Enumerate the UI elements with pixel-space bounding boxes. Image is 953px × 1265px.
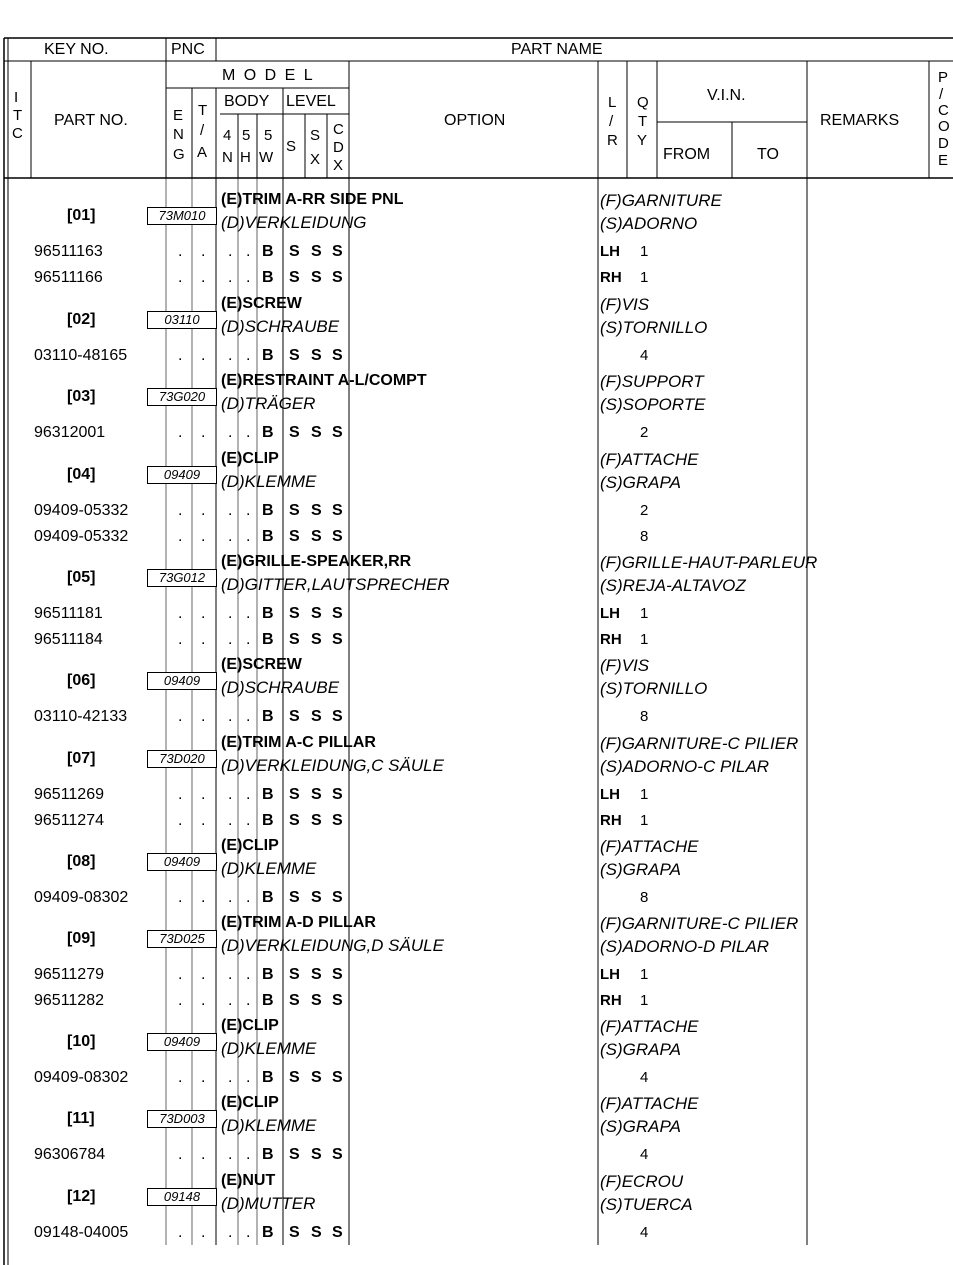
level-sx-mark: S: [311, 786, 322, 803]
itc-header-t: T: [13, 107, 23, 124]
body-5h-bottom: H: [240, 149, 251, 166]
part-name-english: (E)TRIM A-D PILLAR: [221, 914, 376, 931]
part-name-english: (E)TRIM A-C PILLAR: [221, 734, 376, 751]
body-4n-mark: .: [228, 243, 233, 260]
part-name-german: (D)KLEMME: [221, 1116, 317, 1135]
body-5w-mark: B: [262, 708, 274, 725]
quantity: 1: [640, 786, 649, 803]
option-header: OPTION: [444, 112, 506, 129]
eng-mark: .: [178, 528, 183, 545]
key-number: [12]: [67, 1188, 96, 1205]
ta-mark: .: [201, 1224, 206, 1241]
lr-value: LH: [600, 786, 620, 803]
ta-mark: .: [201, 992, 206, 1009]
eng-header-e: E: [173, 107, 184, 124]
part-name-english: (E)SCREW: [221, 656, 302, 673]
ta-mark: .: [201, 269, 206, 286]
body-5w-mark: B: [262, 631, 274, 648]
quantity: 1: [640, 243, 649, 260]
part-number: 09409-05332: [34, 528, 129, 545]
body-5h-top: 5: [242, 127, 251, 144]
part-name-german: (D)KLEMME: [221, 1039, 317, 1058]
part-number: 96306784: [34, 1146, 106, 1163]
lr-header-slash: /: [609, 113, 614, 130]
level-s: S: [286, 138, 297, 155]
body-5h-mark: .: [246, 1069, 251, 1086]
level-s-mark: S: [289, 347, 300, 364]
part-name-french: (F)VIS: [600, 656, 650, 675]
itc-header-c: C: [12, 125, 23, 142]
part-name-german: (D)VERKLEIDUNG,D SÄULE: [221, 936, 444, 955]
key-number: [05]: [67, 569, 96, 586]
eng-mark: .: [178, 424, 183, 441]
quantity: 8: [640, 708, 649, 725]
body-4n-mark: .: [228, 889, 233, 906]
ta-mark: .: [201, 605, 206, 622]
key-number: [04]: [67, 466, 96, 483]
body-5h-mark: .: [246, 502, 251, 519]
part-name-english: (E)CLIP: [221, 450, 279, 467]
pcode-header-e: E: [938, 152, 949, 169]
body-4n-mark: .: [228, 812, 233, 829]
level-sx-mark: S: [311, 605, 322, 622]
part-name-german: (D)VERKLEIDUNG: [221, 213, 367, 232]
body-5h-mark: .: [246, 528, 251, 545]
part-number: 09409-08302: [34, 1069, 129, 1086]
body-5h-mark: .: [246, 347, 251, 364]
vin-from-header: FROM: [663, 146, 711, 163]
body-4n-mark: .: [228, 966, 233, 983]
quantity: 4: [640, 1146, 649, 1163]
part-name-english: (E)CLIP: [221, 837, 279, 854]
ta-header-slash: /: [200, 122, 205, 139]
part-number: 03110-48165: [34, 347, 128, 364]
part-name-spanish: (S)REJA-ALTAVOZ: [600, 576, 746, 595]
level-cdx-x: X: [333, 157, 344, 174]
part-name-english: (E)CLIP: [221, 1094, 279, 1111]
level-cdx-mark: S: [332, 966, 343, 983]
body-5w-mark: B: [262, 1146, 274, 1163]
body-4n-mark: .: [228, 631, 233, 648]
part-name-french: (F)ATTACHE: [600, 1094, 699, 1113]
part-name-english: (E)TRIM A-RR SIDE PNL: [221, 191, 404, 208]
itc-header-i: I: [14, 89, 19, 106]
quantity: 1: [640, 966, 649, 983]
quantity: 1: [640, 812, 649, 829]
level-s-mark: S: [289, 1224, 300, 1241]
part-name-german: (D)TRÄGER: [221, 394, 316, 413]
body-5w-mark: B: [262, 812, 274, 829]
part-name-spanish: (S)TUERCA: [600, 1195, 693, 1214]
vin-to-header: TO: [757, 146, 779, 163]
part-name-german: (D)KLEMME: [221, 859, 317, 878]
body-4n-mark: .: [228, 424, 233, 441]
level-cdx-mark: S: [332, 243, 343, 260]
level-s-mark: S: [289, 424, 300, 441]
part-name-french: (F)GRILLE-HAUT-PARLEUR: [600, 553, 818, 572]
body-4n-mark: .: [228, 605, 233, 622]
ta-mark: .: [201, 1146, 206, 1163]
part-name-french: (F)GARNITURE-C PILIER: [600, 734, 799, 753]
pnc-code-box: 03110: [147, 311, 217, 329]
level-cdx-mark: S: [332, 786, 343, 803]
level-cdx-mark: S: [332, 889, 343, 906]
body-4n-mark: .: [228, 992, 233, 1009]
eng-mark: .: [178, 992, 183, 1009]
part-name-spanish: (S)TORNILLO: [600, 679, 708, 698]
pnc-code-box: 09409: [147, 853, 217, 871]
part-name-english: (E)GRILLE-SPEAKER,RR: [221, 553, 412, 570]
key-no-header: KEY NO.: [44, 41, 109, 58]
part-name-spanish: (S)GRAPA: [600, 860, 681, 879]
body-5w-mark: B: [262, 243, 274, 260]
level-s-mark: S: [289, 528, 300, 545]
level-sx-mark: S: [311, 708, 322, 725]
eng-mark: .: [178, 1069, 183, 1086]
quantity: 4: [640, 1069, 649, 1086]
level-s-mark: S: [289, 605, 300, 622]
part-number: 96511184: [34, 631, 103, 648]
part-name-english: (E)CLIP: [221, 1017, 279, 1034]
level-s-mark: S: [289, 269, 300, 286]
eng-mark: .: [178, 1224, 183, 1241]
level-s-mark: S: [289, 502, 300, 519]
part-number: 96511274: [34, 812, 104, 829]
ta-mark: .: [201, 966, 206, 983]
level-cdx-mark: S: [332, 1069, 343, 1086]
level-sx-mark: S: [311, 1224, 322, 1241]
pnc-code-box: 09409: [147, 672, 217, 690]
part-number: 96511181: [34, 605, 103, 622]
lr-value: RH: [600, 631, 622, 648]
eng-mark: .: [178, 502, 183, 519]
key-number: [06]: [67, 672, 96, 689]
level-sx-mark: S: [311, 966, 322, 983]
level-sx-bottom: X: [310, 151, 321, 168]
level-cdx-mark: S: [332, 992, 343, 1009]
body-4n-mark: .: [228, 269, 233, 286]
ta-mark: .: [201, 631, 206, 648]
level-cdx-mark: S: [332, 528, 343, 545]
level-s-mark: S: [289, 966, 300, 983]
part-name-spanish: (S)TORNILLO: [600, 318, 708, 337]
part-name-spanish: (S)SOPORTE: [600, 395, 706, 414]
eng-header-g: G: [173, 146, 185, 163]
part-name-spanish: (S)GRAPA: [600, 473, 681, 492]
body-4n-mark: .: [228, 528, 233, 545]
level-cdx-c: C: [333, 121, 344, 138]
part-name-german: (D)KLEMME: [221, 472, 317, 491]
body-4n-mark: .: [228, 347, 233, 364]
part-number: 09409-05332: [34, 502, 129, 519]
part-name-german: (D)SCHRAUBE: [221, 678, 340, 697]
pnc-code-box: 73M010: [147, 207, 217, 225]
pnc-header: PNC: [171, 41, 205, 58]
body-5h-mark: .: [246, 889, 251, 906]
body-4n-mark: .: [228, 1069, 233, 1086]
level-sx-mark: S: [311, 528, 322, 545]
ta-mark: .: [201, 424, 206, 441]
body-5h-mark: .: [246, 243, 251, 260]
body-5w-mark: B: [262, 605, 274, 622]
eng-mark: .: [178, 786, 183, 803]
body-5h-mark: .: [246, 605, 251, 622]
quantity: 1: [640, 992, 649, 1009]
level-s-mark: S: [289, 631, 300, 648]
body-5h-mark: .: [246, 1146, 251, 1163]
part-number: 96511279: [34, 966, 104, 983]
level-cdx-mark: S: [332, 812, 343, 829]
part-name-french: (F)ECROU: [600, 1172, 684, 1191]
lr-value: LH: [600, 605, 620, 622]
body-5h-mark: .: [246, 424, 251, 441]
level-cdx-mark: S: [332, 269, 343, 286]
level-cdx-mark: S: [332, 347, 343, 364]
part-no-header: PART NO.: [54, 112, 128, 129]
quantity: 8: [640, 889, 649, 906]
part-name-header: PART NAME: [511, 41, 603, 58]
qty-header-q: Q: [637, 94, 649, 111]
lr-value: LH: [600, 966, 620, 983]
body-5h-mark: .: [246, 631, 251, 648]
ta-mark: .: [201, 1069, 206, 1086]
ta-mark: .: [201, 708, 206, 725]
part-name-spanish: (S)ADORNO-C PILAR: [600, 757, 770, 776]
level-sx-mark: S: [311, 992, 322, 1009]
pnc-code-box: 09148: [147, 1188, 217, 1206]
level-cdx-mark: S: [332, 708, 343, 725]
body-5w-mark: B: [262, 269, 274, 286]
pnc-code-box: 73D025: [147, 930, 217, 948]
level-sx-mark: S: [311, 1069, 322, 1086]
lr-value: LH: [600, 243, 620, 260]
part-number: 96511163: [34, 243, 103, 260]
part-number: 09409-08302: [34, 889, 129, 906]
pcode-header-p: P: [938, 69, 949, 86]
pnc-code-box: 73G012: [147, 569, 217, 587]
ta-mark: .: [201, 347, 206, 364]
quantity: 4: [640, 347, 649, 364]
qty-header-y: Y: [637, 132, 648, 149]
part-name-spanish: (S)ADORNO: [600, 214, 698, 233]
body-5w-mark: B: [262, 1069, 274, 1086]
body-5w-mark: B: [262, 528, 274, 545]
quantity: 2: [640, 424, 649, 441]
part-number: 09148-04005: [34, 1224, 129, 1241]
lr-value: RH: [600, 992, 622, 1009]
level-s-mark: S: [289, 786, 300, 803]
level-sx-mark: S: [311, 812, 322, 829]
eng-mark: .: [178, 889, 183, 906]
part-name-french: (F)VIS: [600, 295, 650, 314]
body-5w-mark: B: [262, 347, 274, 364]
body-5w-mark: B: [262, 889, 274, 906]
part-name-german: (D)VERKLEIDUNG,C SÄULE: [221, 756, 444, 775]
pnc-code-box: 09409: [147, 466, 217, 484]
pcode-header-c: C: [938, 102, 949, 119]
key-number: [09]: [67, 930, 96, 947]
pcode-header-slash: /: [939, 86, 944, 103]
quantity: 4: [640, 1224, 649, 1241]
level-s-mark: S: [289, 1069, 300, 1086]
pnc-code-box: 09409: [147, 1033, 217, 1051]
quantity: 2: [640, 502, 649, 519]
level-s-mark: S: [289, 889, 300, 906]
ta-header-a: A: [197, 144, 208, 161]
lr-value: RH: [600, 269, 622, 286]
body-5h-mark: .: [246, 966, 251, 983]
body-4n-mark: .: [228, 1146, 233, 1163]
quantity: 8: [640, 528, 649, 545]
level-sx-mark: S: [311, 243, 322, 260]
part-name-french: (F)ATTACHE: [600, 450, 699, 469]
level-s-mark: S: [289, 243, 300, 260]
body-4n-mark: .: [228, 786, 233, 803]
part-name-german: (D)GITTER,LAUTSPRECHER: [221, 575, 450, 594]
part-name-english: (E)NUT: [221, 1172, 276, 1189]
part-name-german: (D)SCHRAUBE: [221, 317, 340, 336]
eng-mark: .: [178, 347, 183, 364]
part-number: 96312001: [34, 424, 106, 441]
body-5w-mark: B: [262, 1224, 274, 1241]
key-number: [10]: [67, 1033, 96, 1050]
body-5h-mark: .: [246, 992, 251, 1009]
part-number: 03110-42133: [34, 708, 128, 725]
level-s-mark: S: [289, 812, 300, 829]
eng-mark: .: [178, 243, 183, 260]
part-number: 96511282: [34, 992, 104, 1009]
level-sx-mark: S: [311, 1146, 322, 1163]
body-header: BODY: [224, 93, 270, 110]
ta-mark: .: [201, 786, 206, 803]
qty-header-t: T: [638, 113, 648, 130]
body-5h-mark: .: [246, 1224, 251, 1241]
part-name-french: (F)GARNITURE-C PILIER: [600, 914, 799, 933]
remarks-header: REMARKS: [820, 112, 900, 129]
part-name-french: (F)GARNITURE: [600, 191, 722, 210]
part-name-french: (F)SUPPORT: [600, 372, 704, 391]
eng-mark: .: [178, 605, 183, 622]
level-cdx-mark: S: [332, 1224, 343, 1241]
vin-header: V.I.N.: [707, 87, 746, 104]
part-name-spanish: (S)ADORNO-D PILAR: [600, 937, 770, 956]
body-5h-mark: .: [246, 269, 251, 286]
level-cdx-d: D: [333, 139, 344, 156]
eng-mark: .: [178, 812, 183, 829]
quantity: 1: [640, 605, 649, 622]
level-cdx-mark: S: [332, 631, 343, 648]
key-number: [02]: [67, 311, 96, 328]
part-number: 96511269: [34, 786, 104, 803]
key-number: [07]: [67, 750, 96, 767]
body-4n-bottom: N: [222, 149, 233, 166]
body-5w-top: 5: [264, 127, 273, 144]
model-header: M O D E L: [222, 67, 315, 84]
eng-mark: .: [178, 966, 183, 983]
level-sx-mark: S: [311, 502, 322, 519]
body-5h-mark: .: [246, 708, 251, 725]
body-4n-mark: .: [228, 708, 233, 725]
body-5w-mark: B: [262, 992, 274, 1009]
level-cdx-mark: S: [332, 424, 343, 441]
body-5h-mark: .: [246, 786, 251, 803]
eng-mark: .: [178, 269, 183, 286]
level-cdx-mark: S: [332, 605, 343, 622]
lr-value: RH: [600, 812, 622, 829]
part-name-french: (F)ATTACHE: [600, 1017, 699, 1036]
body-5w-mark: B: [262, 786, 274, 803]
pnc-code-box: 73D003: [147, 1110, 217, 1128]
lr-header-r: R: [607, 132, 618, 149]
level-sx-mark: S: [311, 347, 322, 364]
pnc-code-box: 73D020: [147, 750, 217, 768]
body-4n-mark: .: [228, 502, 233, 519]
eng-header-n: N: [173, 126, 184, 143]
level-sx-mark: S: [311, 631, 322, 648]
part-name-spanish: (S)GRAPA: [600, 1117, 681, 1136]
body-5w-mark: B: [262, 502, 274, 519]
level-sx-mark: S: [311, 889, 322, 906]
key-number: [01]: [67, 207, 96, 224]
ta-mark: .: [201, 502, 206, 519]
pcode-header-d: D: [938, 135, 949, 152]
level-sx-mark: S: [311, 269, 322, 286]
level-sx-mark: S: [311, 424, 322, 441]
ta-mark: .: [201, 528, 206, 545]
eng-mark: .: [178, 708, 183, 725]
level-sx-top: S: [310, 127, 321, 144]
level-cdx-mark: S: [332, 502, 343, 519]
lr-header-l: L: [608, 94, 617, 111]
body-5h-mark: .: [246, 812, 251, 829]
ta-mark: .: [201, 812, 206, 829]
part-name-german: (D)MUTTER: [221, 1194, 316, 1213]
part-number: 96511166: [34, 269, 103, 286]
body-5w-mark: B: [262, 966, 274, 983]
pnc-code-box: 73G020: [147, 388, 217, 406]
part-name-french: (F)ATTACHE: [600, 837, 699, 856]
body-4n-top: 4: [223, 127, 232, 144]
body-5w-bottom: W: [259, 149, 274, 166]
key-number: [11]: [67, 1110, 95, 1127]
quantity: 1: [640, 269, 649, 286]
quantity: 1: [640, 631, 649, 648]
level-header: LEVEL: [286, 93, 336, 110]
level-s-mark: S: [289, 1146, 300, 1163]
part-name-english: (E)RESTRAINT A-L/COMPT: [221, 372, 427, 389]
body-4n-mark: .: [228, 1224, 233, 1241]
eng-mark: .: [178, 631, 183, 648]
level-s-mark: S: [289, 992, 300, 1009]
key-number: [03]: [67, 388, 96, 405]
ta-mark: .: [201, 243, 206, 260]
part-name-english: (E)SCREW: [221, 295, 302, 312]
part-name-spanish: (S)GRAPA: [600, 1040, 681, 1059]
level-s-mark: S: [289, 708, 300, 725]
level-cdx-mark: S: [332, 1146, 343, 1163]
key-number: [08]: [67, 853, 96, 870]
ta-mark: .: [201, 889, 206, 906]
body-5w-mark: B: [262, 424, 274, 441]
eng-mark: .: [178, 1146, 183, 1163]
ta-header-t: T: [198, 102, 208, 119]
pcode-header-o: O: [938, 118, 950, 135]
